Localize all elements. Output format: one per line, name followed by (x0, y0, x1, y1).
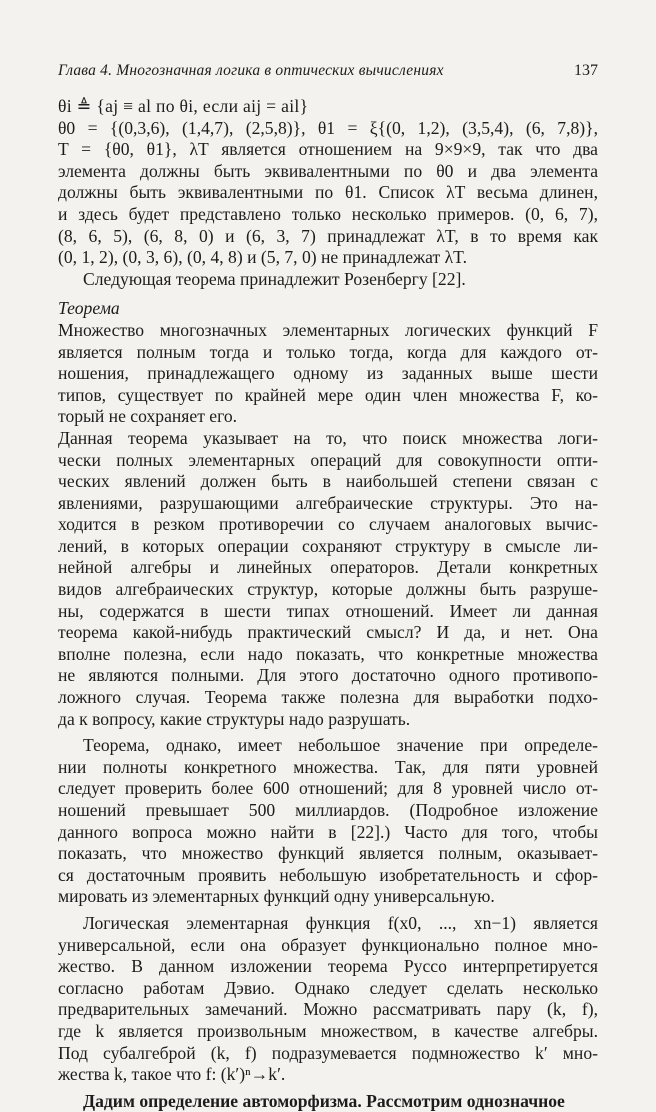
text-line: и здесь будет представлено только несколько примеров. (0, 6, 7), (58, 203, 598, 224)
text-line: ны, содержатся в шести типах отношений. Имеет ли данная (58, 600, 598, 621)
page-body (58, 96, 598, 1112)
paragraph (58, 118, 598, 269)
text-line: θ0 = {(0,3,6), (1,4,7), (2,5,8)}, θ1 = ξ{(0, 1,2), (3,5,4), (6, 7,8)}, (58, 117, 598, 138)
text-line: ся достаточным проявить небольшую изобретательность и сфор- (58, 864, 598, 885)
theorem-heading (58, 298, 598, 320)
text-line: видов алгебраических структур, которые должны быть разруше- (58, 579, 598, 600)
text-line: ношений превышает 500 миллиардов. (Подробное изложение (58, 800, 598, 820)
text-line: показать, что множество функций является полным, оказывает- (58, 843, 598, 864)
paragraph (58, 269, 598, 291)
text-line: торый не сохраняет его. (58, 406, 238, 427)
text-line: вполне полезна, если надо показать, что конкретные множества (58, 643, 598, 664)
text-line: да к вопросу, какие структуры надо разрушать. (58, 708, 411, 729)
text-line: где k является произвольным множеством, в качестве алгебры. (58, 1020, 598, 1041)
text-line: предварительных замечаний. Можно рассматривать пару (k, f), (58, 999, 598, 1020)
text-line: Множество многозначных элементарных логических функций F (58, 319, 598, 340)
text-line: универсальной, если она образует функционально полное мно- (58, 934, 598, 955)
text-line: элемента должны быть эквивалентными по θ0 и два элемента (58, 160, 598, 181)
paragraph (58, 428, 598, 730)
text-line: мировать из элементарных функций одну универсальную. (58, 886, 495, 907)
text-line: согласно работам Дэвио. Однако следует сделать несколько (58, 977, 598, 998)
running-header (58, 62, 598, 86)
text-line: чески полных элементарных операций для совокупности опти- (58, 449, 598, 470)
text-line: (8, 6, 5), (6, 8, 0) и (6, 3, 7) принадлежат λT, в то время как (58, 225, 598, 246)
text-line: ношения, принадлежащего одному из заданных выше шести (58, 363, 598, 384)
running-title: Глава 4. Многозначная логика в оптических вычислениях (58, 62, 444, 79)
text-line: жества k, такое что f: (k′)ⁿ→k′. (58, 1064, 286, 1085)
text-line: ложного случая. Теорема также полезна для выработки подхо- (58, 687, 598, 708)
text-line: нейной алгебры и линейных операторов. Детали конкретных (58, 557, 598, 578)
paragraph (58, 735, 598, 908)
text-line: явлениями, разрушающими алгебраические структуры. Это на- (58, 492, 598, 513)
text-line: Данная теорема указывает на то, что поиск множества логи- (58, 427, 598, 448)
text-line: (0, 1, 2), (0, 3, 6), (0, 4, 8) и (5, 7, 0) не принадлежат λT. (58, 247, 467, 268)
text-line: ческих явлений должен быть в наибольшей степени связан с (58, 471, 598, 492)
text-line: не являются полными. Для этого достаточно одного противопо- (58, 665, 598, 686)
text-line: жество. В данном изложении теорема Руссо интерпретируется (58, 956, 598, 977)
text-line: должны быть эквивалентными по θ1. Список λT весьма длинен, (58, 182, 598, 203)
text-line: лений, в которых операции сохраняют структуру в смысле ли- (58, 535, 598, 556)
paragraph (58, 913, 598, 1086)
equation (58, 96, 598, 118)
text-line: Дадим определение автоморфизма. Рассмотрим однозначное (83, 1090, 565, 1111)
text-line: теорема какой-нибудь практический смысл? И да, и нет. Она (58, 622, 598, 643)
text-line: T = {θ0, θ1}, λT является отношением на 9×9×9, так что два (58, 139, 598, 160)
text-line: Логическая элементарная функция f(x0, ..., xn−1) является (83, 912, 598, 933)
paragraph (58, 1091, 598, 1112)
page-number: 137 (574, 62, 598, 79)
text-line: Теорема, однако, имеет небольшое значение при определе- (83, 735, 598, 756)
text-line: Под субалгеброй (k, f) подразумевается подмножество k′ мно- (58, 1042, 598, 1063)
text-line: следует проверить более 600 отношений; для 8 уровней число от- (58, 778, 598, 799)
text-line: ходится в резком противоречии со случаем аналоговых вычис- (58, 514, 598, 535)
text-line: Следующая теорема принадлежит Розенбергу [22]. (83, 268, 466, 289)
text-line: типов, существует по крайней мере один член множества F, ко- (58, 384, 598, 405)
text-line: является полным тогда и только тогда, когда для каждого от- (58, 341, 598, 362)
text-line: Теорема (58, 298, 120, 319)
text-line: нии полноты конкретного множества. Так, для пяти уровней (58, 756, 598, 777)
text-line: данного вопроса можно найти в [22].) Часто для того, чтобы (58, 821, 598, 842)
text-line: θi ≜ {aj ≡ al по θi, если aij = ail} (58, 96, 309, 116)
paragraph (58, 320, 598, 428)
